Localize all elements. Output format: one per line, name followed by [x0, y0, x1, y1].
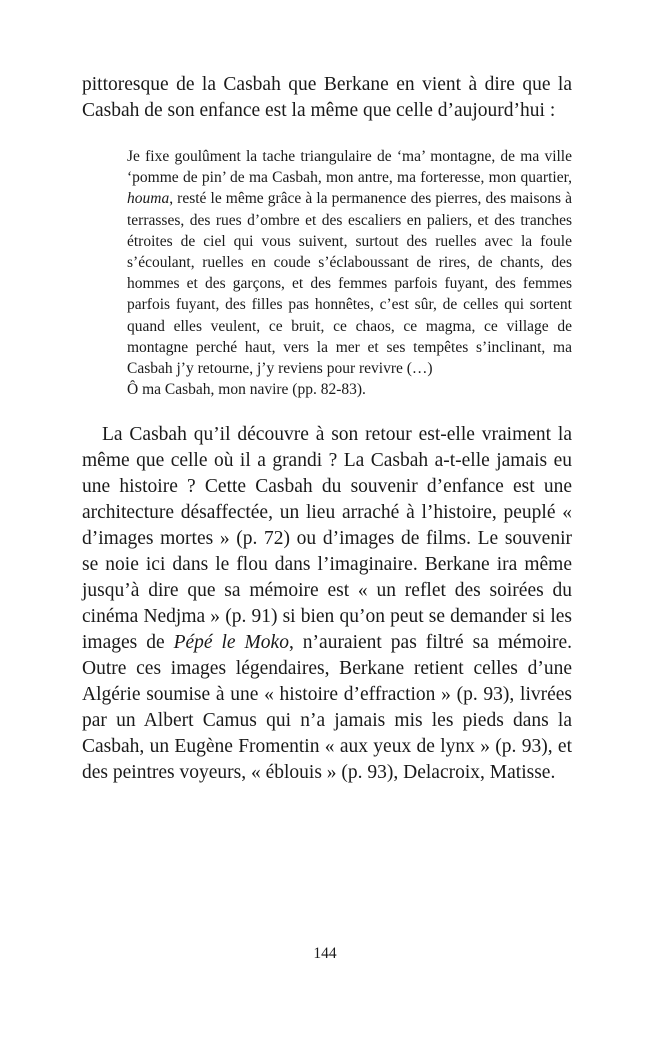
paragraph-intro: pittoresque de la Casbah que Berkane en vient à dire que la Casbah de son enfance est la même que celle d’aujourd’hui :: [82, 74, 572, 121]
quote-italic-word: houma: [127, 190, 170, 208]
quote-part-1: Je fixe goulûment la tache triangulaire de ‘ma’ montagne, de ma ville ‘pomme de pin’ de ma Casbah, mon antre, ma forteresse, mon quartier,: [127, 148, 572, 187]
block-quote: [127, 146, 572, 400]
paragraph-main: [82, 422, 572, 786]
page-number: 144: [313, 945, 337, 962]
paragraph-main-part-2: , n’auraient pas filtré sa mémoire. Outre ces images légendaires, Berkane retient celles d’une Algérie soumise à une « histoire d’effraction » (p. 93), livrées par un Albert Camus qui n’a jamais mis les pieds dans la Casbah, un Eugène Fromentin « aux yeux de lynx » (p. 93), et des peintres voyeurs, « éblouis » (p. 93), Delacroix, Matisse.: [82, 632, 572, 784]
paragraph-main-part-1: La Casbah qu’il découvre à son retour est-elle vraiment la même que celle où il a grandi ? La Casbah a-t-elle jamais eu une histoire ? Cette Casbah du souvenir d’enfance est une architecture désaffectée, un lieu arraché à l’histoire, peuplé « d’images mortes » (p. 72) ou d’images de films. Le souvenir se noie ici dans le flou dans l’imaginaire. Berkane ira même jusqu’à dire que sa mémoire est « un reflet des soirées du cinéma Nedjma » (p. 91) si bien qu’on peut se demander si les images de: [82, 424, 572, 654]
quote-text: [127, 146, 572, 379]
quote-last-line: Ô ma Casbah, mon navire (pp. 82-83).: [127, 381, 366, 399]
film-title: Pépé le Moko: [173, 632, 289, 654]
quote-part-2: , resté le même grâce à la permanence des pierres, des maisons à terrasses, des rues d’ombre et des escaliers en paliers, et des tranches étroites de ciel qui vous suivent, surtout des ruelles avec la foule s’écoulant, ruelles en coude s’éclaboussant de rires, de chants, des hommes et des garçons, et des femmes parfois fuyant, des femmes parfois fuyant, des filles pas honnêtes, c’est sûr, de celles qui sortent quand elles veulent, ce bruit, ce chaos, ce magma, ce village de montagne perché haut, vers la mer et ses tempêtes s’inclinant, ma Casbah j’y retourne, j’y reviens pour revivre (…): [127, 190, 572, 378]
page-body: [82, 72, 572, 786]
